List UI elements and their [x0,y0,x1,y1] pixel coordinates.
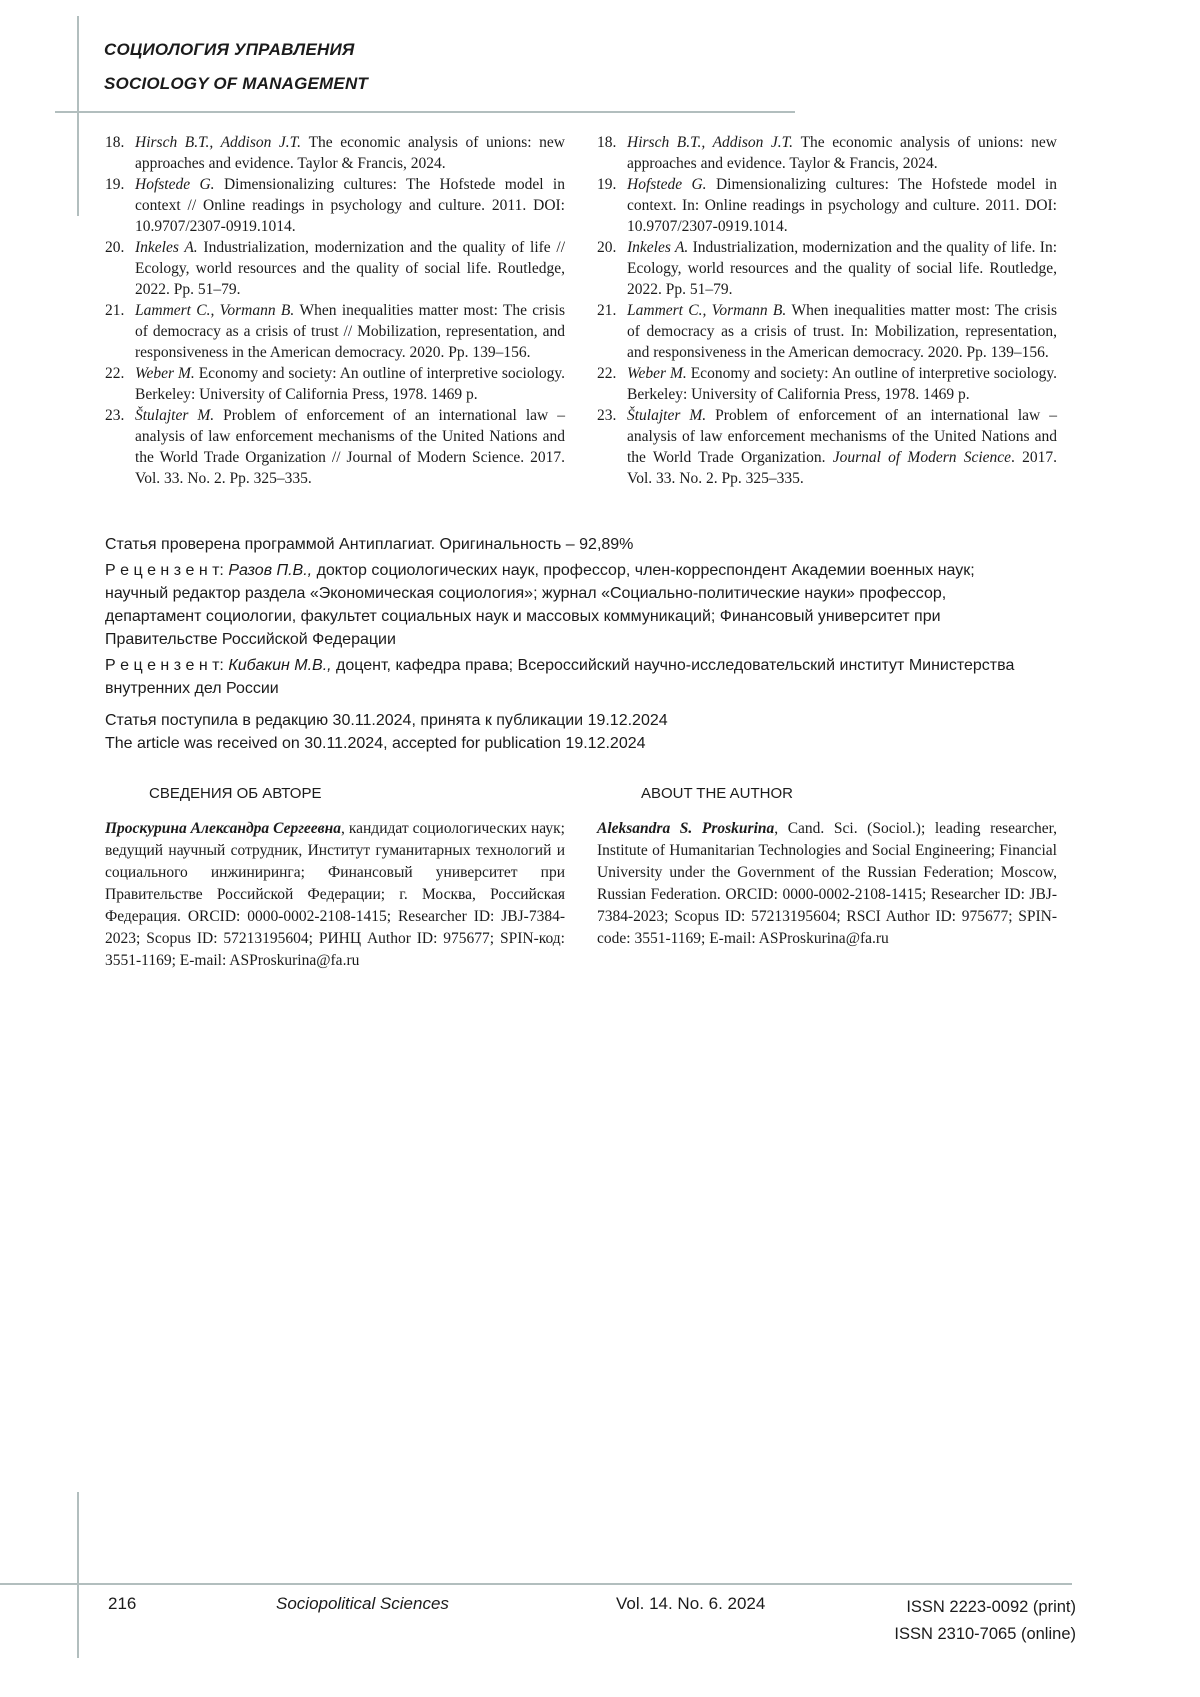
reference-text: Hofstede G. Dimensionalizing cultures: The Hofstede model in context // Online readings in psychology and culture. 2011. DOI: 10.9707/2307-0919.1014. [135,176,565,235]
reference-number: 20. [597,239,617,256]
margin-line-top [77,16,79,216]
margin-line-bottom [77,1492,79,1658]
reviewer-label: Р е ц е н з е н т: [105,562,224,579]
reference-number: 18. [597,134,617,151]
reference-number: 19. [105,176,125,193]
reference-number: 19. [597,176,617,193]
received-date-ru: Статья поступила в редакцию 30.11.2024, принята к публикации 19.12.2024 [105,712,668,729]
reference-item [105,300,565,363]
about-author-heading-en: ABOUT THE AUTHOR [641,785,793,802]
reference-text: Hirsch B.T., Addison J.T. The economic analysis of unions: new approaches and evidence. Taylor & Francis, 2024. [135,134,565,172]
issn-online: ISSN 2310-7065 (online) [894,1625,1076,1643]
reference-item [597,132,1057,174]
reference-number: 20. [105,239,125,256]
reference-text: Štulajter M. Problem of enforcement of an international law – analysis of law enforcement mechanisms of the United Nations and the World Trade Organization. Journal of Modern Science. 2017. Vol. 33. No. 2. Pp. 325–335. [627,407,1057,487]
issn-print: ISSN 2223-0092 (print) [906,1598,1076,1616]
footer-volume-issue: Vol. 14. No. 6. 2024 [616,1594,766,1613]
reference-item [105,405,565,489]
reference-text: Lammert C., Vormann B. When inequalities matter most: The crisis of democracy as a crisis of trust // Mobilization, representation, and responsiveness in the American democracy. 2020. Pp. 139–156. [135,302,565,361]
references-column-right [597,132,1057,489]
section-title-en: SOCIOLOGY OF MANAGEMENT [104,74,369,93]
author-credentials-ru: , кандидат социологических наук; ведущий научный сотрудник, Институт гуманитарных технологий и социального инжиниринга; Финансовый университет при Правительстве Российской Федерации; г. Москва, Российская Федерация. ORCID: 0000-0002-2108-1415; Researcher ID: JBJ-7384-2023; Scopus ID: 57213195604; РИНЦ Author ID: 975677; SPIN-код: 3551-1169; E-mail: ASProskurina@fa.ru [105,820,565,969]
reference-item [597,174,1057,237]
reviewer-credentials: доктор социологических наук, профессор, член-корреспондент Академии военных наук; научный редактор раздела «Экономическая социология»; журнал «Социально-политические науки» профессор, департамент социологии, факультет социальных наук и массовых коммуникаций; Финансовый университет при Правительстве Российской Федерации [105,562,975,648]
page-header [104,38,368,106]
reviewer-credentials: доцент, кафедра права; Всероссийский научно-исследовательский институт Министерства внутренних дел России [105,657,1015,697]
article-dates [105,709,1035,755]
reference-number: 22. [105,365,125,382]
reference-item [597,405,1057,489]
references-column-left [105,132,565,489]
reference-text: Hofstede G. Dimensionalizing cultures: The Hofstede model in context. In: Online readings in psychology and culture. 2011. DOI: 10.9707/2307-0919.1014. [627,176,1057,235]
reviewer-note-2 [105,654,1035,700]
reference-text: Lammert C., Vormann B. When inequalities matter most: The crisis of democracy as a crisis of trust. In: Mobilization, representation, and responsiveness in the American democracy. 2020. Pp. 139–156. [627,302,1057,361]
reference-number: 21. [105,302,125,319]
section-title-ru: СОЦИОЛОГИЯ УПРАВЛЕНИЯ [104,40,355,59]
reference-number: 23. [105,407,125,424]
author-bio-en [597,818,1057,950]
reference-text: Inkeles A. Industrialization, modernization and the quality of life. In: Ecology, world resources and the quality of social life. Routledge, 2022. Pp. 51–79. [627,239,1058,298]
footer-rule [0,1583,1072,1585]
reference-item [105,132,565,174]
reference-number: 23. [597,407,617,424]
reference-number: 18. [105,134,125,151]
reviewer-note-1 [105,559,1035,651]
reference-text: Weber M. Economy and society: An outline of interpretive sociology. Berkeley: University of California Press, 1978. 1469 p. [135,365,565,403]
author-bio-ru [105,818,565,972]
reference-text: Štulajter M. Problem of enforcement of an international law – analysis of law enforcement mechanisms of the United Nations and the World Trade Organization // Journal of Modern Science. 2017. Vol. 33. No. 2. Pp. 325–335. [135,407,565,487]
reference-text: Weber M. Economy and society: An outline of interpretive sociology. Berkeley: University of California Press, 1978. 1469 p. [627,365,1057,403]
reviewer-name: Разов П.В., [228,562,313,579]
reviewer-label: Р е ц е н з е н т: [105,657,224,674]
author-credentials-en: , Cand. Sci. (Sociol.); leading researcher, Institute of Humanitarian Technologies and Social Engineering; Financial University under the Government of the Russian Federation; Moscow, Russian Federation. ORCID: 0000-0002-2108-1415; Researcher ID: JBJ-7384-2023; Scopus ID: 57213195604; RSCI Author ID: 975677; SPIN-code: 3551-1169; E-mail: ASProskurina@fa.ru [597,820,1057,947]
reference-item [597,300,1057,363]
author-name-en: Aleksandra S. Proskurina [597,820,775,837]
about-author-heading-ru: СВЕДЕНИЯ ОБ АВТОРЕ [149,785,322,802]
antiplagiat-note: Статья проверена программой Антиплагиат. Оригинальность – 92,89% [105,536,634,553]
header-rule [55,111,795,113]
reference-number: 21. [597,302,617,319]
received-date-en: The article was received on 30.11.2024, accepted for publication 19.12.2024 [105,735,646,752]
reference-text: Inkeles A. Industrialization, modernization and the quality of life // Ecology, world resources and the quality of social life. Routledge, 2022. Pp. 51–79. [135,239,566,298]
footer-issn [860,1594,1076,1648]
reference-item [597,237,1057,300]
reference-item [105,363,565,405]
footer-journal-name: Sociopolitical Sciences [276,1594,449,1613]
page-number: 216 [108,1594,137,1613]
reviewer-name: Кибакин М.В., [228,657,332,674]
reference-item [105,174,565,237]
reference-number: 22. [597,365,617,382]
reference-text: Hirsch B.T., Addison J.T. The economic analysis of unions: new approaches and evidence. Taylor & Francis, 2024. [627,134,1057,172]
reference-item [597,363,1057,405]
author-name-ru: Проскурина Александра Сергеевна [105,820,341,837]
reference-item [105,237,565,300]
